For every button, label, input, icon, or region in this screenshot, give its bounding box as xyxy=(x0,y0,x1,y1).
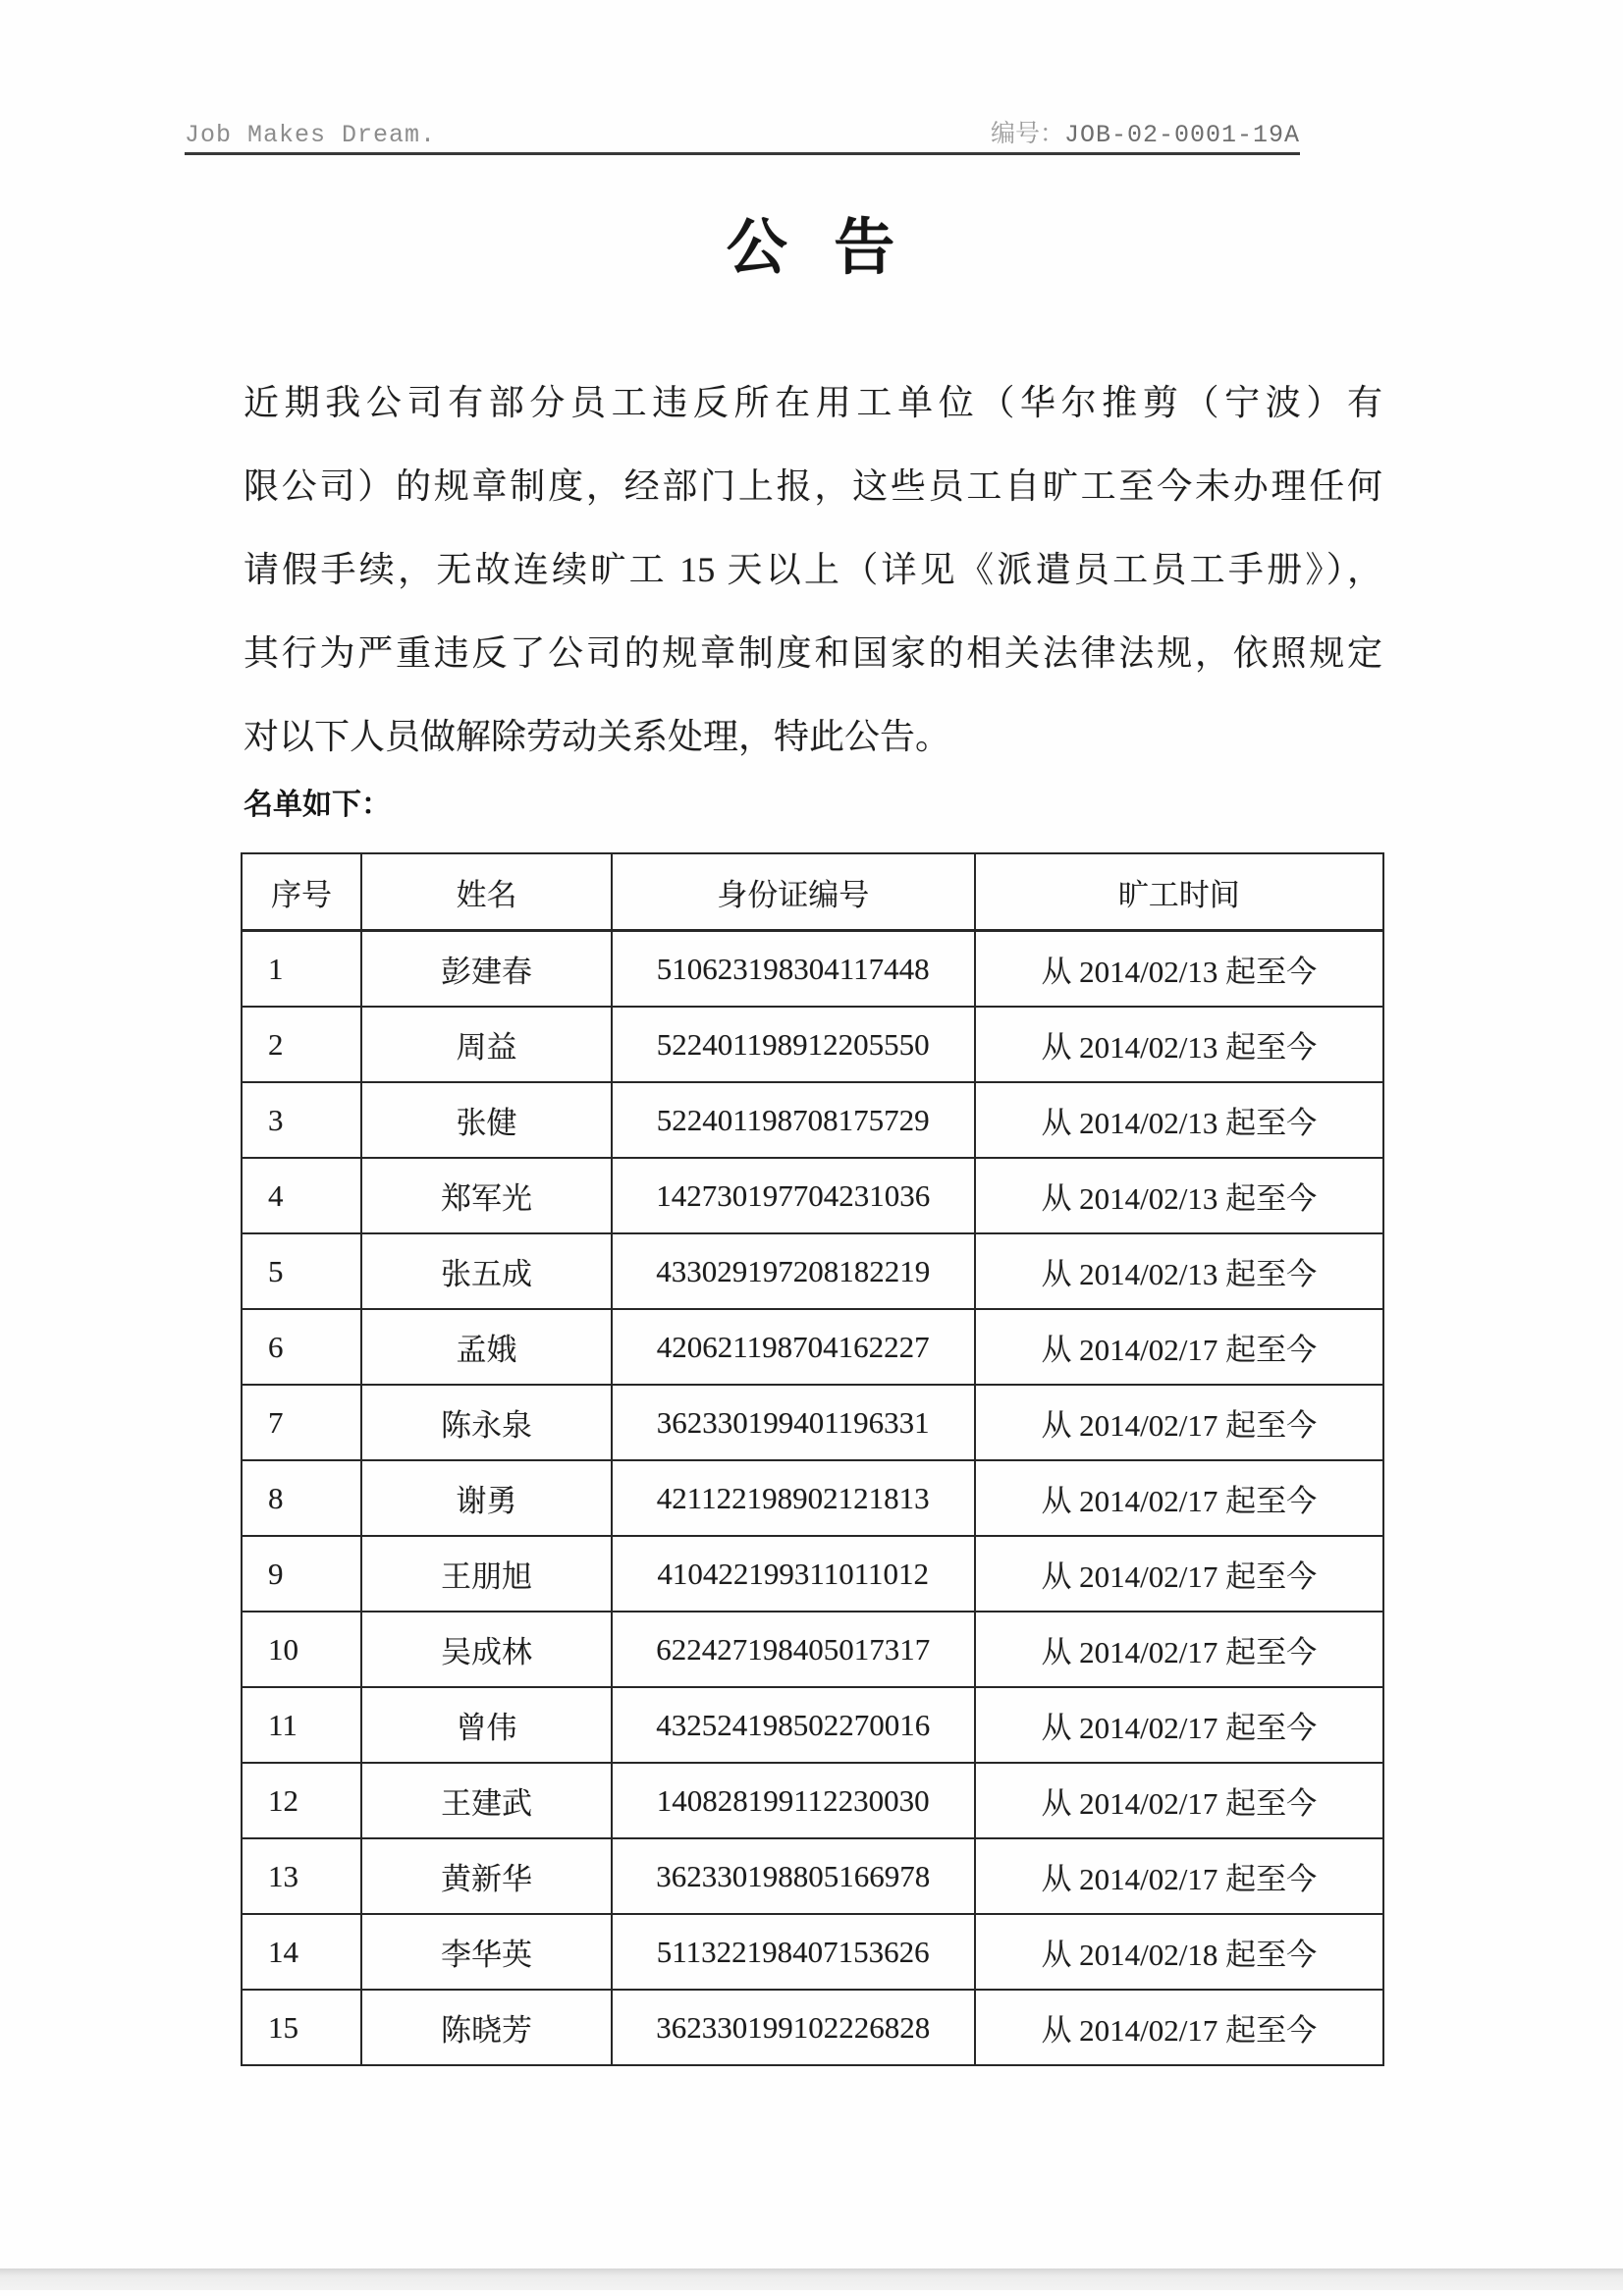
cell-name: 曾伟 xyxy=(361,1687,612,1763)
cell-serial: 13 xyxy=(242,1838,361,1914)
cell-name: 郑军光 xyxy=(361,1158,612,1233)
page-title: 公 告 xyxy=(726,215,897,282)
cell-serial: 11 xyxy=(242,1687,361,1763)
letterhead-rule xyxy=(185,152,1300,155)
table-row xyxy=(242,1158,1383,1233)
cell-name: 吴成林 xyxy=(361,1612,612,1687)
cell-name: 李华英 xyxy=(361,1914,612,1990)
cell-serial: 7 xyxy=(242,1385,361,1460)
cell-period: 从 2014/02/17 起至今 xyxy=(975,1763,1383,1838)
col-header-period: 旷工时间 xyxy=(975,853,1383,931)
cell-period: 从 2014/02/13 起至今 xyxy=(975,1007,1383,1082)
cell-serial: 2 xyxy=(242,1007,361,1082)
cell-serial: 4 xyxy=(242,1158,361,1233)
cell-serial: 8 xyxy=(242,1460,361,1536)
body-line: 近期我公司有部分员工违反所在用工单位（华尔推剪（宁波）有 xyxy=(243,383,1382,422)
cell-period: 从 2014/02/17 起至今 xyxy=(975,1460,1383,1536)
table-row xyxy=(242,1990,1383,2065)
cell-id: 420621198704162227 xyxy=(612,1309,975,1385)
cell-id: 511322198407153626 xyxy=(612,1914,975,1990)
cell-name: 黄新华 xyxy=(361,1838,612,1914)
cell-period: 从 2014/02/17 起至今 xyxy=(975,1309,1383,1385)
cell-id: 433029197208182219 xyxy=(612,1233,975,1309)
table-row xyxy=(242,1687,1383,1763)
cell-id: 522401198708175729 xyxy=(612,1082,975,1158)
cell-name: 王朋旭 xyxy=(361,1536,612,1612)
table-row xyxy=(242,1309,1383,1385)
cell-id: 142730197704231036 xyxy=(612,1158,975,1233)
cell-period: 从 2014/02/13 起至今 xyxy=(975,1233,1383,1309)
cell-serial: 9 xyxy=(242,1536,361,1612)
cell-period: 从 2014/02/17 起至今 xyxy=(975,1687,1383,1763)
cell-id: 362330199102226828 xyxy=(612,1990,975,2065)
doc-number-code: JOB-02-0001-19A xyxy=(1063,121,1300,149)
table-row xyxy=(242,1385,1383,1460)
cell-period: 从 2014/02/17 起至今 xyxy=(975,1838,1383,1914)
cell-id: 140828199112230030 xyxy=(612,1763,975,1838)
col-header-serial: 序号 xyxy=(242,853,361,931)
cell-period: 从 2014/02/17 起至今 xyxy=(975,1536,1383,1612)
cell-period: 从 2014/02/17 起至今 xyxy=(975,1990,1383,2065)
cell-id: 362330199401196331 xyxy=(612,1385,975,1460)
cell-period: 从 2014/02/17 起至今 xyxy=(975,1385,1383,1460)
table-row xyxy=(242,1914,1383,1990)
cell-serial: 14 xyxy=(242,1914,361,1990)
table-row xyxy=(242,1763,1383,1838)
cell-period: 从 2014/02/18 起至今 xyxy=(975,1914,1383,1990)
cell-period: 从 2014/02/13 起至今 xyxy=(975,931,1383,1008)
table-row xyxy=(242,931,1383,1008)
cell-id: 510623198304117448 xyxy=(612,931,975,1008)
table-row xyxy=(242,1460,1383,1536)
cell-period: 从 2014/02/13 起至今 xyxy=(975,1158,1383,1233)
col-header-name: 姓名 xyxy=(361,853,612,931)
cell-period: 从 2014/02/17 起至今 xyxy=(975,1612,1383,1687)
table-row xyxy=(242,1536,1383,1612)
body-line: 请假手续，无故连续旷工 15 天以上（详见《派遣员工员工手册》）， xyxy=(243,550,1382,589)
announcement-paragraph xyxy=(243,361,1382,779)
table-row xyxy=(242,1007,1383,1082)
roster-header-row xyxy=(242,853,1383,931)
cell-id: 421122198902121813 xyxy=(612,1460,975,1536)
cell-name: 谢勇 xyxy=(361,1460,612,1536)
cell-period: 从 2014/02/13 起至今 xyxy=(975,1082,1383,1158)
doc-number xyxy=(991,114,1300,149)
cell-serial: 3 xyxy=(242,1082,361,1158)
cell-name: 王建武 xyxy=(361,1763,612,1838)
cell-serial: 6 xyxy=(242,1309,361,1385)
table-row xyxy=(242,1612,1383,1687)
table-row xyxy=(242,1233,1383,1309)
cell-name: 陈晓芳 xyxy=(361,1990,612,2065)
cell-serial: 1 xyxy=(242,931,361,1008)
doc-number-label: 编号： xyxy=(990,121,1064,149)
cell-name: 孟娥 xyxy=(361,1309,612,1385)
body-line: 限公司）的规章制度，经部门上报，这些员工自旷工至今未办理任何 xyxy=(243,466,1382,506)
table-row xyxy=(242,1082,1383,1158)
cell-name: 张五成 xyxy=(361,1233,612,1309)
list-intro-label: 名单如下： xyxy=(243,789,391,821)
body-line: 其行为严重违反了公司的规章制度和国家的相关法律法规，依照规定 xyxy=(243,633,1382,673)
col-header-id: 身份证编号 xyxy=(612,853,975,931)
table-row xyxy=(242,1838,1383,1914)
letterhead-slogan: Job Makes Dream. xyxy=(185,121,437,149)
cell-id: 522401198912205550 xyxy=(612,1007,975,1082)
cell-id: 622427198405017317 xyxy=(612,1612,975,1687)
cell-id: 362330198805166978 xyxy=(612,1838,975,1914)
cell-serial: 15 xyxy=(242,1990,361,2065)
cell-serial: 12 xyxy=(242,1763,361,1838)
cell-id: 410422199311011012 xyxy=(612,1536,975,1612)
roster-table xyxy=(241,852,1384,2066)
cell-name: 周益 xyxy=(361,1007,612,1082)
scan-bottom-band xyxy=(0,2269,1623,2290)
body-line: 对以下人员做解除劳动关系处理，特此公告。 xyxy=(243,717,951,756)
cell-name: 陈永泉 xyxy=(361,1385,612,1460)
cell-serial: 10 xyxy=(242,1612,361,1687)
cell-name: 张健 xyxy=(361,1082,612,1158)
cell-serial: 5 xyxy=(242,1233,361,1309)
cell-name: 彭建春 xyxy=(361,931,612,1008)
letterhead xyxy=(185,114,1300,149)
cell-id: 432524198502270016 xyxy=(612,1687,975,1763)
